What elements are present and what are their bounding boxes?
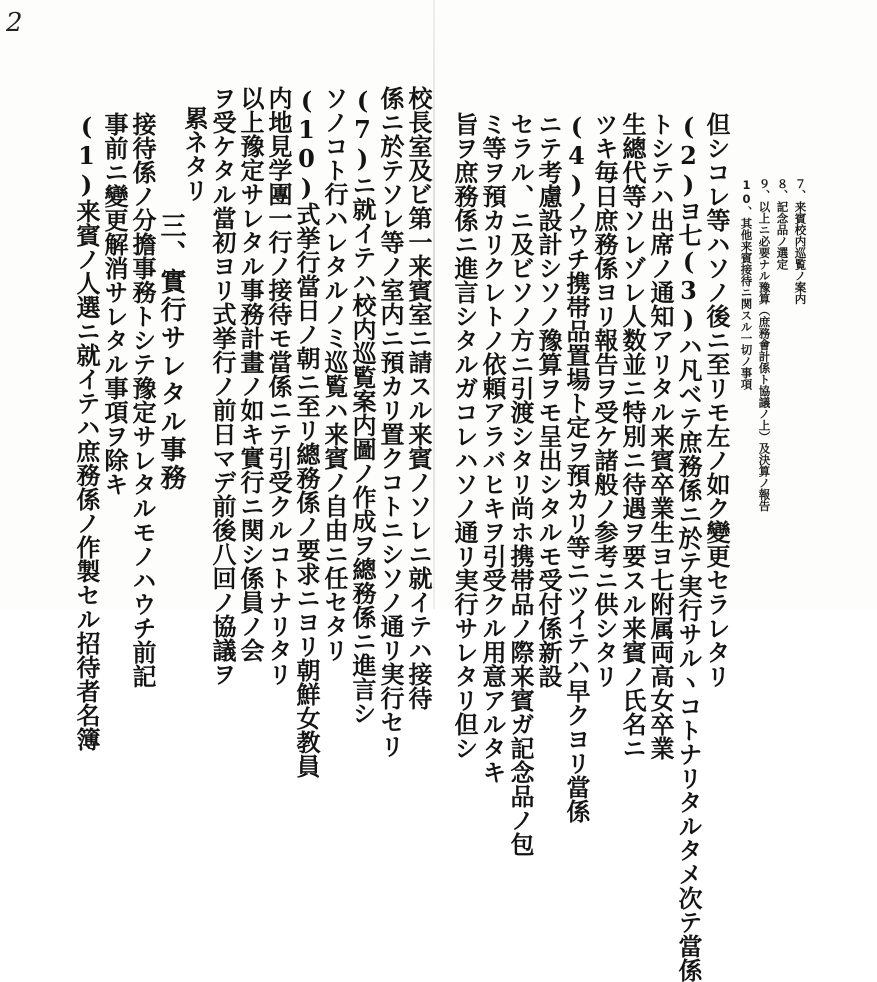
middle-page-line-7: 以上豫定サレタル事務計畫ノ如キ實行ニ関シ係員ノ会 xyxy=(236,86,265,662)
page-number: 2 xyxy=(6,8,23,38)
right-page-line-10: 旨ヲ庶務係ニ進言シタルガコレハソノ通リ実行サレタリ但シ xyxy=(450,112,479,760)
right-page-line-6: (4)ノウチ携帯品置場ト定ヲ預カリ等ニツイテハ早クヨリ當係 xyxy=(562,112,591,823)
printed-list-item-9: ９、以上ニ必要ナル豫算（庶務會計係ト協議ノ上）及決算ノ報告 xyxy=(757,178,772,512)
printed-list-item-8: ８、記念品ノ選定 xyxy=(775,178,790,270)
right-page-line-4: 生總代等ソレゾレ人数並ニ特別ニ待遇ヲ要スル来賓ノ氏名ニ xyxy=(618,112,647,760)
middle-page-line-5: (10)式挙行當日ノ朝ニ至リ總務係ノ要求ニヨリ朝鮮女教員 xyxy=(292,86,321,778)
middle-page-line-1: 校長室及ビ第一来賓室ニ請スル来賓ノソレニ就イテハ接待 xyxy=(404,86,433,710)
left-page-line-3: (1)来賓ノ人選ニ就イテハ庶務係ノ作製セル招待者名簿 xyxy=(72,112,101,751)
middle-page-line-6: 内地見学團一行ノ接待モ當係ニテ引受クルコトナリタリ xyxy=(264,86,293,686)
middle-page-line-3: (7)ニ就イテハ校内巡覧案内圖ノ作成ヲ總務係ニ進言シ xyxy=(348,86,377,725)
middle-page-line-2: 係ニ於テソレ等ノ室内ニ預カリ置クコトニシソノ通リ実行セリ xyxy=(376,86,405,758)
right-page-line-5: ツキ毎日庶務係ヨリ報告ヲ受ケ諸般ノ参考ニ供シタリ xyxy=(590,112,619,688)
right-page-line-7: ニテ考慮設計シソノ豫算ヲモ呈出シタルモ受付係新設 xyxy=(534,112,563,688)
right-page-line-3: トシテハ出席ノ通知アリタル来賓卒業生ヨ七附属両高女卒業 xyxy=(646,112,675,760)
page-fold-divider xyxy=(433,0,435,609)
printed-list-item-10: 10、其他来賓接待ニ関スル一切ノ事項 xyxy=(739,178,754,390)
printed-list-item-7: ７、来賓校内巡覧ノ案内 xyxy=(793,178,808,305)
right-page-line-1: 但シコレ等ハソノ後ニ至リモ左ノ如ク變更セラレタリ xyxy=(702,112,731,688)
right-page-line-9: ミ等ヲ預カリクレトノ依頼アラバヒキヲ引受クル用意アルタキ xyxy=(478,112,507,784)
middle-page-line-9: 累ネタリ xyxy=(180,106,209,202)
left-page-line-2: 事前ニ變更解消サレタル事項ヲ除キ xyxy=(100,112,129,496)
right-page-line-8: セラル、ニ及ビソノ方ニ引渡シタリ尚ホ携帯品ノ際来賓ガ記念品ノ包 xyxy=(506,112,535,856)
middle-page-line-8: ヲ受ケタル當初ヨリ式挙行ノ前日マデ前後八回ノ協議ヲ xyxy=(208,86,237,686)
section-heading: 三、實行サレタル事務 xyxy=(156,212,186,492)
left-page-line-1: 接待係ノ分擔事務トシテ豫定サレタルモノハウチ前記 xyxy=(128,112,157,688)
middle-page-line-4: ソノコト行ハレタルノミ巡覧ハ来賓ノ自由ニ任セタリ xyxy=(320,86,349,662)
right-page-line-2: (2)ヨ七(3)ハ凡ベテ庶務係ニ於テ実行サルヽコトナリタルタメ次テ當係 xyxy=(674,112,703,982)
